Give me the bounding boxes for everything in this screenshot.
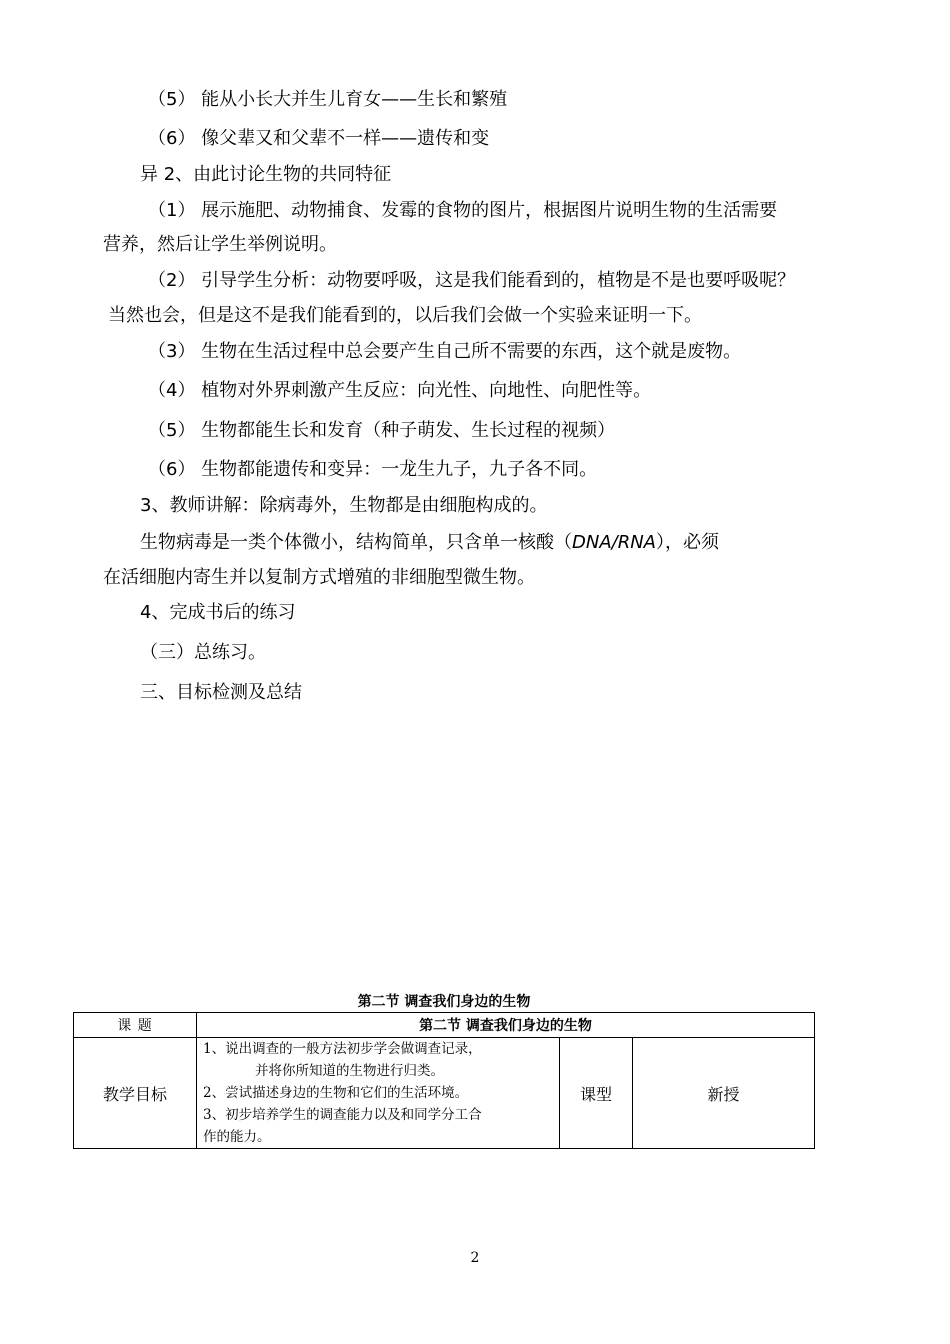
subject-label: 课 题: [74, 1013, 197, 1038]
goal-item: 作的能力。: [203, 1129, 271, 1145]
line-9: （4） 植物对外界刺激产生反应：向光性、向地性、向肥性等。: [148, 380, 652, 401]
table-row: [74, 1013, 815, 1038]
goal-label: 教学目标: [74, 1038, 197, 1149]
page-number: 2: [470, 1250, 480, 1266]
goal-item: 3、初步培养学生的调查能力以及和同学分工合: [203, 1107, 482, 1123]
line-10: （5） 生物都能生长和发育（种子萌发、生长过程的视频）: [148, 420, 616, 441]
line-1: （5） 能从小长大并生儿育女——生长和繁殖: [148, 89, 508, 110]
nucleic-acid-term: DNA/RNA: [572, 532, 656, 553]
type-label: 课型: [560, 1038, 633, 1149]
line-4: （1） 展示施肥、动物捕食、发霉的食物的图片，根据图片说明生物的生活需要: [148, 200, 778, 221]
type-value: 新授: [633, 1038, 815, 1149]
line-2: （6） 像父辈又和父辈不一样——遗传和变: [148, 128, 490, 149]
table-row: [74, 1038, 815, 1149]
virus-text-post: ），必须: [656, 532, 719, 553]
line-8: （3） 生物在生活过程中总会要产生自己所不需要的东西，这个就是废物。: [148, 341, 742, 362]
virus-line-2: 在活细胞内寄生并以复制方式增殖的非细胞型微生物。: [103, 567, 535, 588]
closing-line-2: （三）总练习。: [140, 642, 266, 663]
table-caption: 第二节 调查我们身边的生物: [357, 994, 531, 1010]
lesson-table: [73, 1012, 815, 1149]
goals-cell: [197, 1038, 560, 1149]
line-7: 当然也会，但是这不是我们能看到的，以后我们会做一个实验来证明一下。: [108, 305, 702, 326]
virus-text-pre: 生物病毒是一类个体微小，结构简单，只含单一核酸（: [140, 532, 572, 553]
line-6: （2） 引导学生分析：动物要呼吸，这是我们能看到的，植物是不是也要呼吸呢？: [148, 270, 796, 291]
virus-line-1: [140, 531, 719, 555]
goal-item: 2、尝试描述身边的生物和它们的生活环境。: [203, 1085, 469, 1101]
goal-item: 并将你所知道的生物进行归类。: [255, 1063, 444, 1079]
subject-value: 第二节 调查我们身边的生物: [197, 1013, 815, 1038]
line-5: 营养，然后让学生举例说明。: [103, 234, 337, 255]
line-11: （6） 生物都能遗传和变异：一龙生九子，九子各不同。: [148, 459, 598, 480]
closing-line-3: 三、目标检测及总结: [140, 682, 302, 703]
goal-item: 1、说出调查的一般方法初步学会做调查记录，: [203, 1041, 482, 1057]
line-3: 异 2、由此讨论生物的共同特征: [140, 164, 392, 185]
line-12: 3、教师讲解：除病毒外，生物都是由细胞构成的。: [140, 495, 548, 516]
closing-line-1: 4、完成书后的练习: [140, 602, 296, 623]
